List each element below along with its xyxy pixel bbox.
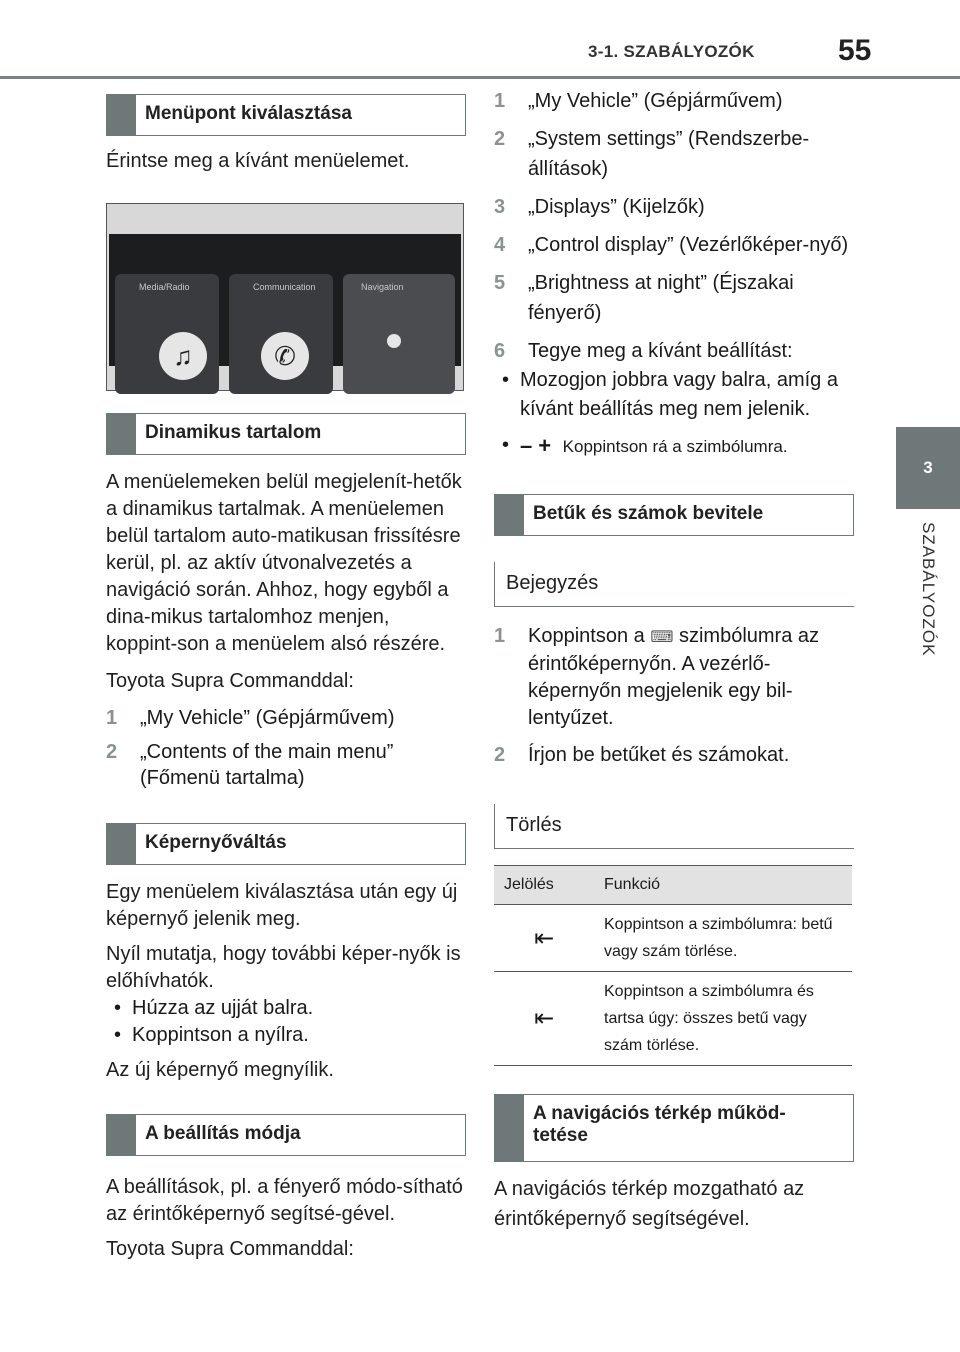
bullet: • Koppintson a nyílra.	[114, 1024, 309, 1046]
keyboard-icon: ⌨	[650, 629, 674, 646]
page-number: 55	[838, 34, 872, 67]
chapter-number: 3	[923, 458, 933, 477]
chapter-tab	[896, 427, 960, 509]
step: 1 „My Vehicle” (Gépjárművem)	[106, 707, 395, 729]
step: 4 „Control display” (Vezérlőképer-nyő)	[494, 234, 849, 256]
step: 2 Írjon be betűket és számokat.	[494, 744, 790, 766]
heading-setting	[106, 1114, 466, 1156]
step: 1 Koppintson a ⌨ szimbólumra az érintőképernyőn. A vezérlő-képernyőn megjelenik egy bil-lentyűzet.	[494, 625, 820, 729]
heading-text: Betűk és számok bevitele	[533, 503, 764, 524]
card-label: Communication	[253, 282, 316, 292]
phone-icon: ✆	[261, 332, 309, 380]
music-note-icon: ♫	[159, 332, 207, 380]
map-pin-icon	[387, 334, 401, 348]
commander-label: Toyota Supra Commanddal:	[106, 1238, 354, 1260]
table-row: ⇤ Koppintson a szimbólumra: betű vagy szám törlése.	[494, 905, 852, 972]
bullet: • Mozogjon jobbra vagy balra, amíg a kívánt beállítás meg nem jelenik.	[502, 369, 838, 420]
setting-text: A beállítások, pl. a fényerő módo-sítható az érintőképernyő segítsé-gével.	[106, 1176, 463, 1225]
delete-icon: ⇤	[494, 972, 594, 1066]
heading-text: A navigációs térkép működ-tetése	[533, 1103, 786, 1146]
table-header: Jelölés	[494, 866, 594, 905]
table-row: ⇤ Koppintson a szimbólumra és tartsa úgy: összes betű vagy szám törlése.	[494, 972, 852, 1066]
minus-plus-icon: –+	[520, 433, 558, 458]
step: 3 „Displays” (Kijelzők)	[494, 196, 705, 218]
heading-dynamic	[106, 413, 466, 455]
function-table	[494, 865, 852, 1066]
table-header: Funkció	[594, 866, 852, 905]
card-communication	[229, 274, 333, 394]
heading-text: Képernyőváltás	[145, 832, 287, 853]
menu-select-text: Érintse meg a kívánt menüelemet.	[106, 150, 410, 172]
commander-label: Toyota Supra Commanddal:	[106, 670, 354, 692]
subheading-delete: Törlés	[494, 804, 854, 849]
card-label: Navigation	[361, 282, 404, 292]
nav-text: A navigációs térkép mozgatható az érintőképernyő segítségével.	[494, 1178, 805, 1230]
right-column	[494, 86, 854, 1234]
header-rule	[0, 76, 960, 79]
bullet: • Húzza az ujját balra.	[114, 997, 314, 1019]
heading-text: A beállítás módja	[145, 1123, 301, 1144]
step: 5 „Brightness at night” (Éjszakai fényerő)	[494, 272, 794, 324]
chapter-label: SZABÁLYOZÓK	[919, 522, 938, 657]
chapter-label-wrap	[896, 522, 960, 682]
heading-screen-switch	[106, 823, 466, 865]
step: 2 „Contents of the main menu” (Főmenü tartalma)	[106, 741, 394, 789]
heading-nav	[494, 1094, 854, 1162]
heading-text: Menüpont kiválasztása	[145, 103, 352, 124]
bullet: • –+ Koppintson rá a szimbólumra.	[502, 433, 788, 458]
switch-text-2: Nyíl mutatja, hogy további képer-nyők is előhívhatók.	[106, 943, 461, 992]
card-media-radio	[115, 274, 219, 394]
dynamic-text: A menüelemeken belül megjelenít-hetők a dinamikus tartalmak. A menüelemen belül tartalom auto-matikusan frissítésre kerül, pl. az aktív útvonalvezetés a navigáció során. Ahhoz, hogy egyből a dina-mikus tartalomhoz menjen, koppint-son a menüelem alsó részére.	[106, 471, 462, 655]
switch-text-3: Az új képernyő megnyílik.	[106, 1059, 334, 1081]
section-title: 3-1. SZABÁLYOZÓK	[588, 42, 755, 61]
left-column	[106, 94, 466, 1263]
switch-text-1: Egy menüelem kiválasztása után egy új képernyő jelenik meg.	[106, 881, 458, 930]
card-navigation	[343, 274, 455, 394]
heading-text: Dinamikus tartalom	[145, 422, 322, 443]
subheading-entry: Bejegyzés	[494, 562, 854, 607]
screenshot-main-menu	[106, 203, 464, 391]
heading-input	[494, 494, 854, 536]
step: 6 Tegye meg a kívánt beállítást:	[494, 340, 793, 362]
card-label: Media/Radio	[139, 282, 190, 292]
delete-icon: ⇤	[494, 905, 594, 972]
step: 2 „System settings” (Rendszerbe-állítások)	[494, 128, 810, 180]
step: 1 „My Vehicle” (Gépjárművem)	[494, 90, 783, 112]
heading-menu-select	[106, 94, 466, 136]
